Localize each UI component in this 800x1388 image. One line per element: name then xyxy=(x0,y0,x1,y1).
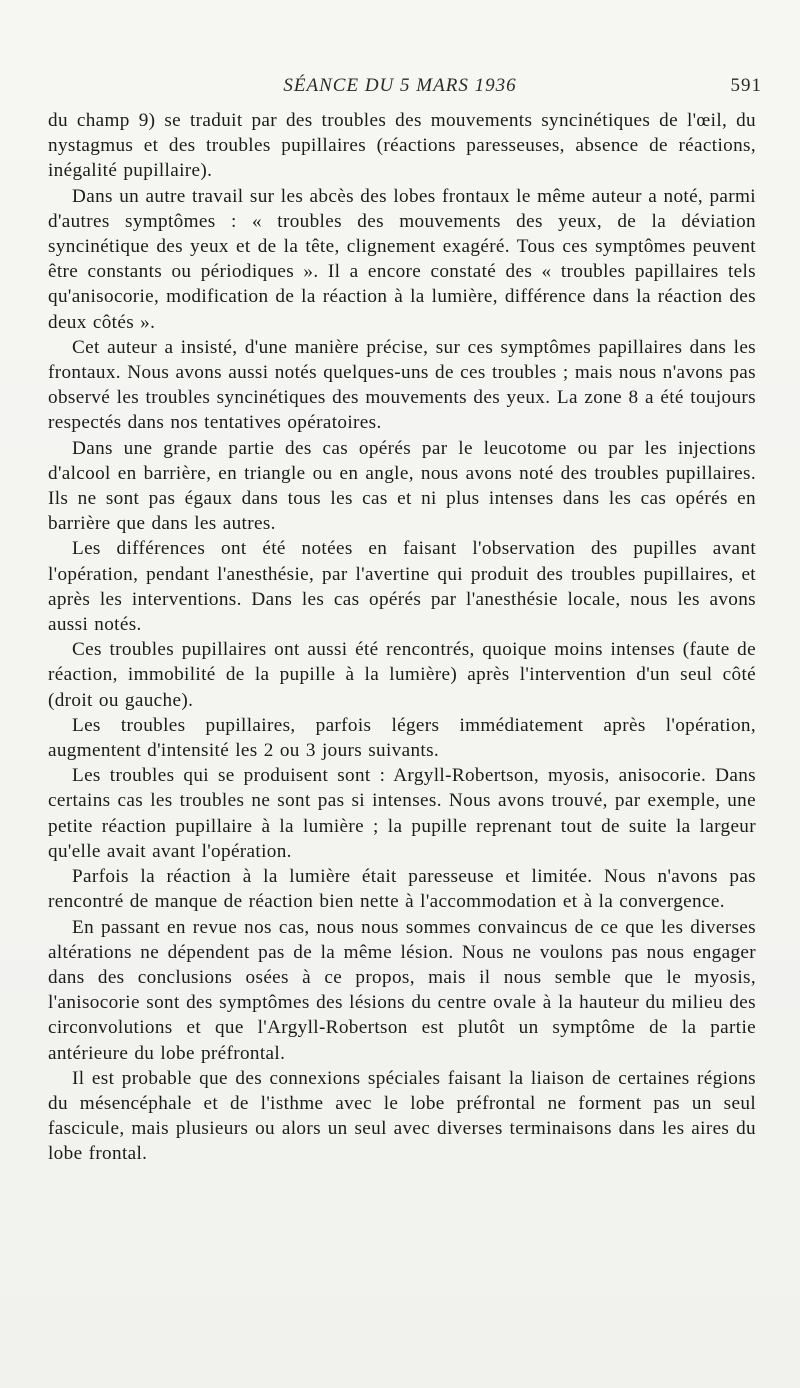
paragraph-7: Les troubles pupillaires, parfois légers immédiatement après l'opération, augmentent d'intensité les 2 ou 3 jours suivants. xyxy=(48,714,756,762)
paragraph-8: Les troubles qui se produisent sont : Argyll-Robertson, myosis, anisocorie. Dans certains cas les troubles ne sont pas si intenses. Nous avons trouvé, par exemple, une petite réaction pupillaire à la lumière ; la pupille reprenant tout de suite la largeur qu'elle avait avant l'opération. xyxy=(48,765,756,862)
page-number: 591 xyxy=(730,75,762,96)
paragraph-2: Dans un autre travail sur les abcès des lobes frontaux le même auteur a noté, parmi d'autres symptômes : « troubles des mouvements des yeux, de la déviation syncinétique des yeux et de la tête, clignement exagéré. Tous ces symptômes peuvent être constants ou périodiques ». Il a encore constaté des « troubles papillaires tels qu'anisocorie, modification de la réaction à la lumière, différence dans la réaction des deux côtés ». xyxy=(48,185,756,333)
paragraph-11: Il est probable que des connexions spéciales faisant la liaison de certaines régions du mésencéphale et de l'isthme avec le lobe préfrontal ne forment pas un seul fascicule, mais plusieurs ou alors un seul avec diverses terminaisons dans les aires du lobe frontal. xyxy=(48,1067,756,1165)
running-header xyxy=(36,75,764,101)
paragraph-6: Ces troubles pupillaires ont aussi été rencontrés, quoique moins intenses (faute de réaction, immobilité de la pupille à la lumière) après l'intervention d'un seul côté (droit ou gauche). xyxy=(48,639,756,711)
paragraph-4: Dans une grande partie des cas opérés par le leucotome ou par les injections d'alcool en barrière, en triangle ou en angle, nous avons noté des troubles pupillaires. Ils ne sont pas égaux dans tous les cas et ni plus intenses dans les cas opérés en barrière que dans les autres. xyxy=(48,437,756,535)
paragraph-10: En passant en revue nos cas, nous nous sommes convaincus de ce que les diverses altérations ne dépendent pas de la même lésion. Nous ne voulons pas nous engager dans des conclusions osées à ce propos, mais il nous semble que le myosis, l'anisocorie sont des symptômes des lésions du centre ovale à la hauteur du milieu des circonvolutions et que l'Argyll-Robertson est plutôt un symptôme de la partie antérieure du lobe préfrontal. xyxy=(48,916,756,1064)
header-title: SÉANCE DU 5 MARS 1936 xyxy=(283,75,517,96)
paragraph-9: Parfois la réaction à la lumière était paresseuse et limitée. Nous n'avons pas rencontré de manque de réaction bien nette à l'accommodation et à la convergence. xyxy=(48,866,756,913)
body-text xyxy=(48,108,756,1167)
paragraph-3: Cet auteur a insisté, d'une manière précise, sur ces symptômes papillaires dans les frontaux. Nous avons aussi notés quelques-uns de ces troubles ; mais nous n'avons pas observé les troubles syncinétiques des mouvements des yeux. La zone 8 a été toujours respectés dans nos tentatives opératoires. xyxy=(48,336,756,434)
paragraph-5: Les différences ont été notées en faisant l'observation des pupilles avant l'opération, pendant l'anesthésie, par l'avertine qui produit des troubles pupillaires, et après les interventions. Dans les cas opérés par l'anesthésie locale, nous les avons aussi notés. xyxy=(48,538,756,636)
paragraph-1: du champ 9) se traduit par des troubles des mouvements syncinétiques de l'œil, du nystagmus et des troubles pupillaires (réactions paresseuses, absence de réactions, inégalité pupillaire). xyxy=(48,110,756,182)
